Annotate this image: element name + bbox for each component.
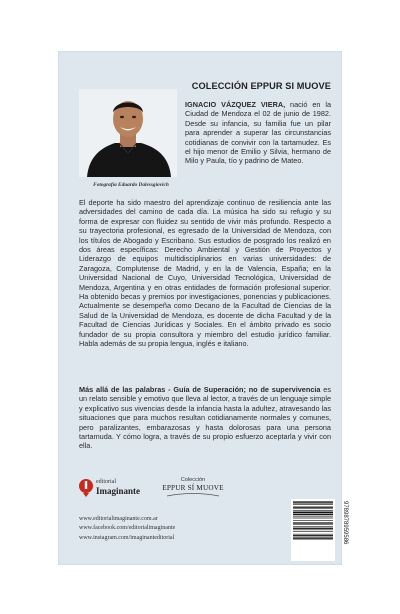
book-description-text: es un relato sensible y emotivo que lleva al lector, a través de un lenguaje simple y explicativo sus vivencias desde la infancia hasta la adultez, atravesando las situaciones que para muchos resultan cotidianamente normales y comunes, pero paralizantes, embarazosas y hasta dolorosas para una persona tartamuda. Y cómo logra, a través de su propio esfuerzo aceptarla y vivir con ella.: [79, 385, 331, 451]
website-url: www.editorialimaginante.com.ar: [79, 516, 158, 522]
barcode-bar: [293, 510, 333, 511]
barcode-bar: [293, 534, 333, 535]
collection-label: Colección: [180, 477, 206, 483]
author-bio-intro-text: nació en la Ciudad de Mendoza el 02 de junio de 1982. Desde su infancia, su familia fue un pilar para aprender a superar las circunstancias cotidianas de convivir con la tartamudez. Es el hijo menor de Emilio y Silvia, hermano de Milo y Paula, tío y padrino de Mateo.: [185, 100, 331, 166]
facebook-url: www.facebook.com/editorialimaginante: [79, 525, 176, 532]
barcode-bar: [293, 501, 333, 502]
author-photo: [79, 89, 177, 177]
barcode-bar: [293, 507, 333, 508]
barcode-bar: [293, 526, 333, 527]
photo-caption: Fotografía Eduardo Dalessgiovich: [93, 182, 169, 188]
publisher-links: [79, 515, 249, 543]
barcode-bar: [293, 528, 333, 529]
publisher-label: editorial: [96, 479, 116, 485]
barcode-bar: [293, 508, 333, 509]
barcode-bar: [293, 512, 333, 514]
barcode-bar: [293, 514, 333, 515]
svg-text:9789878959586: 9789878959586: [342, 501, 348, 545]
instagram-url: www.instagram.com/imaginanteditorial: [79, 534, 175, 541]
barcode-bar: [293, 531, 333, 532]
isbn-number: [338, 499, 346, 561]
barcode-bar: [293, 520, 333, 521]
barcode-bar: [293, 523, 333, 524]
book-title: Más allá de las palabras - Guía de Superación; no de supervivencia: [79, 385, 321, 394]
barcode-bar: [293, 530, 333, 531]
barcode-bar: [293, 502, 333, 503]
collection-logo: [162, 477, 232, 499]
swoosh-icon: [165, 492, 221, 498]
author-bio-body: El deporte ha sido maestro del aprendizaje continuo de resiliencia ante las adversidades del camino de cada día. La música ha sido su refugio y su forma de expresar con fluidez su sentido de vivir más profundo. Respecto a su trayectoria profesional, es egresado de la Universidad de Mendoza, con los títulos de Abogado y Escribano. Sus estudios de posgrado los realizó en dos áreas específicas: Derecho Ambiental y Gestión de Proyectos y Liderazgo de equipos multidisciplinarios en varias universidades: de Zaragoza, Complutense de Madrid, y en la de Valencia, España; en la Universidad Nacional de Cuyo, Universidad Tecnológica, Universidad de Mendoza, Argentina y en otras entidades de formación profesional superior. Ha obtenido becas y premios por investigaciones, ponencias y publicaciones. Actualmente se desempeña como Decano de la Facultad de Ciencias de la Salud de la Universidad de Mendoza, es docente de dicha Facultad y de la Facultad de Ciencias Jurídicas y Sociales. En el ámbito privado es socio fundador de su propia consultora y miembro del estudio jurídico familiar. Habla además de su propia lengua, inglés e italiano.: [79, 198, 331, 349]
barcode-bar: [293, 537, 333, 538]
publisher-logo: [79, 477, 151, 499]
isbn-barcode: [291, 499, 335, 561]
barcode-bar: [293, 517, 333, 518]
publisher-name: Imaginante: [96, 486, 141, 496]
barcode-bar: [293, 522, 333, 523]
author-bio-intro: [185, 100, 331, 166]
back-cover: [59, 52, 348, 564]
series-title: COLECCIÓN EPPUR SI MUOVE: [191, 81, 331, 91]
barcode-bar: [293, 504, 333, 505]
book-description: [79, 385, 331, 451]
publisher-mark-icon: [79, 477, 93, 497]
collection-name: EPPUR SÍ MUOVE: [162, 484, 224, 492]
barcode-bar: [293, 538, 333, 539]
author-name: IGNACIO VÁZQUEZ VIERA,: [185, 100, 286, 109]
barcode-bar: [293, 535, 333, 536]
barcode-bar: [293, 518, 333, 519]
